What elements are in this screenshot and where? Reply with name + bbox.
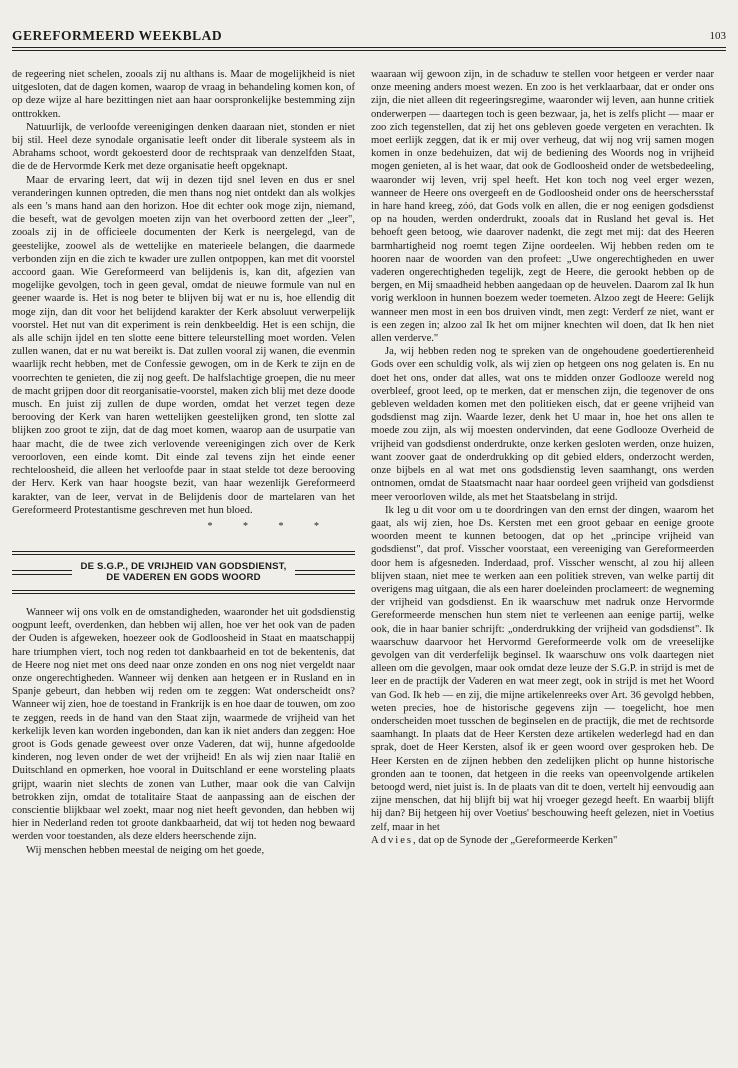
paragraph-last-line [371,834,714,847]
paragraph: Wij menschen hebben meestal de neiging om het goede, [26,844,265,856]
heading-ornament-right [295,570,355,575]
section-title [80,561,286,584]
section-title-line2: DE VADEREN EN GODS WOORD [106,572,261,584]
paragraph: Natuurlijk, de verloofde vereenigingen denken daaraan niet, stonden er niet bij stil. Heel deze synodale organisatie leeft onder dit liberale systeem als in Abrahams schoot, wordt gekoesterd door de rechtspraak van denzelfden Staat, die de de Hervormde Kerk met deze organisatie heeft opgeknapt. [12,121,355,173]
paragraph: de regeering niet schelen, zooals zij nu althans is. Maar de mogelijkheid is niet uitgesloten, dat de dagen komen, waarop de vraag in behandeling komen kon, of op deze wijze al hare bezittingen niet aan haar oorspronkelijke bestemming zijn onttrokken. [12,69,355,120]
page-header [12,28,726,46]
heading-ornament-left [12,570,72,575]
paragraph: Maar de ervaring leert, dat wij in dezen tijd snel leven en dus er snel veranderingen kunnen optreden, die men thans nog niet ontdekt dan als wolkjes als een 's mans hand aan den horizon. Hoe dit echter ook moge zijn, niemand, die beseft, wat de gevolgen moeten zijn van het overboord zetten der „leer", zooals zij in de officieele documenten der Kerk is neergelegd, van de geestelijke, zoowel als de wettelijke en materieele belangen, die daarmede verbonden zijn en die zich te kwader ure zullen ontpoppen, kan met dit voorstel accoord gaan. Wie Gereformeerd van belijdenis is, kan dit, afgezien van mogelijke gevolgen, toch in geen geval, omdat de nieuwe formule van nul en geener waarde is. Het is nog beter te blijven bij wat er nu is, hoe ellendig dit moge zijn, dan dit voor het belijdend karakter der Kerk absoluut verwerpelijk voorstel. Het nut van dit experiment is rein denkbeeldig. Het is een schijn, die als alle schijn ijdel en ten slotte eene bittere teleurstelling moet worden. Velen zullen wanen, dat er nu wat bereikt is. Dat zullen vooral zij wanen, die evenmin waarlijk recht hebben, met de Confessie gewogen, om in de Kerk te zijn en de voorrechten te genieten, die zij nog geeft. De halfslachtige groepen, die nu meer de macht grijpen door dit reorganisatie-voorstel, maken zich blij met deze doode musch. En juist zij zullen de dupe worden, omdat het verzet tegen deze berooving der Kerk van haren wettelijken geestelijken grond, ten slotte zal blijken zoo groot te zijn, dat de dag moet komen, waarop aan de usurpatie van haar macht, die de twee zich verlovende vereenigingen zich over de Kerk veroorloven, een einde komt. Dit einde zal tevens zijn het einde eener rechteloosheid, die alleen het verloofde paar in staat stelde tot deze berooving der Herv. Kerk van haar hoogste bezit, van haar wezenlijk Gereformeerd karakter, van de leer, vervat in de Belijdenis door de martelaren van het Gereformeerd Protestantisme geschreven met hun bloed. [12,174,355,516]
section-heading-box [12,551,355,594]
paragraph: Ja, wij hebben reden nog te spreken van de ongehoudene goedertierenheid Gods over een schuldig volk, als wij zien op hetgeen ons nog gelaten is. En nu doet het ons, onder dat alles, wat ons te midden onzer Godlooze wereld nog overbleef, groot leed, op te merken, dat er menschen zijn, die tegenover de ons gebleven weldaden komen met den politieken eisch, dat er geene vrijheid van godsdienst mag zijn. Waarde lezer, denk het U maar in, hoe het ons allen te moede zou zijn, als wij moesten ondervinden, dat eene Godlooze Overheid de vrijheid van godsdienst onderdrukte, onze kerken gesloten werden, onze huizen, want zoover gaat de onderdrukking op dit gebied elders, onderzocht werden, onze bijbels en al wat met ons godsdienstig leven saamhangt, ons werden ontnomen, omdat de Staatsmacht naar haar oordeel geen vrijheid van godsdienst meer veroorloven wilde, als met het Staatsbelang in strijd. [371,346,714,503]
last-line-text: , dat op de Synode der „Gereformeerde Kerken" [413,834,618,846]
spaced-word: Advies [371,834,414,846]
section-divider-stars: * * * * [207,520,333,532]
page-number: 103 [709,30,726,42]
left-column [12,68,355,857]
paragraph: Ik leg u dit voor om u te doordringen van den ernst der dingen, waarom het gaat, als wij zien, hoe Ds. Kersten met een groot gebaar en eenige groote woorden meent te kunnen betoogen, dat op het „principe vrijheid van godsdienst", dat prof. Visscher voorstaat, een vereeniging van Gereformeerden door hem is afgesneden. Inderdaad, prof. Visscher wenscht, al zou hij alleen blijven staan, niet mee te werken aan een politiek streven, van welke partij dit overigens mag uitgaan, die als een harer doeleinden proclameert: de wegneming der vrijheid van godsdienst. En ik waarschuw met nadruk onze Hervormde Gereformeerde menschen hun stem niet te verleenen aan eenige partij, welke ook, die in haar banier schrijft: „onderdrukking der vrijheid van godsdienst". Ik waarschuw daarvoor het Hervormd Gereformeerde volk om de vreeselijke gevolgen van dit verderfelijk beginsel. Ik waarschuw ons volk daartegen niet alleen om die gevolgen, maar ook omdat deze leuze der S.G.P. in strijd is met de leer en de practijk der Vaderen en wat meer zegt, ook in strijd is met het Woord van God. Ik heb — en zij, die mijne artikelenreeks over Art. 36 gevolgd hebben, weten precies, hoe de historische gegevens zijn — toegelicht, hoe men onderscheiden moet tusschen de beginselen en de practijk, die met de rechtsorde saamhangt. In plaats dat de Heer Kersten deze artikelen wederlegd had en dan sprak, doet de Heer Kersten, alsof ik er geen woord over gesproken heb. De Heer Kersten en de zijnen hebben den zedelijken plicht op hunne historische gronden aan te toonen, dat hetgeen in die reeks van opeenvolgende artikelen betoogd werd, niet juist is. In de plaats van dit te doen, vertelt hij eenvoudig aan zijne menschen, dat hij blijft bij wat hij vroeger gezegd heeft. En waarbij blijft hij dan? Bij hetgeen hij over Voetius' beschouwing heeft gelezen, niet in Voetius zelf, maar in het [371,504,714,833]
right-column [371,68,714,847]
section-rule-bottom [12,590,355,594]
paragraph: Wanneer wij ons volk en de omstandigheden, waaronder het uit godsdienstig oogpunt leeft, overdenken, dan hebben wij allen, hoe ver het ook van de paden der Ouden is afgeweken, hoezeer ook de Godloosheid in Staat en maatschappij hare triumphen viert, toch nog reden tot dankbaarheid en tot de bekentenis, dat de Heere nog niet met ons deed naar onze zonden en ons nog niet vergeldt naar onze ongerechtigheden. Wanneer wij denken aan hetgeen er in Rusland en in Spanje gebeurt, dan hebben wij reden om te zeggen: Wat onderscheidt ons? Wanneer wij zien, hoe de toestand in Frankrijk is en hoe daar de touwen, om zoo te zeggen, reeds in de hand van den Staat zijn, waarmede de vrijheid van het kerkelijk leven kan worden ingebonden, dan kan ik niet anders dan zeggen: Hoe groot is Gods genade geweest over onze Vaderen, dat wij, hunne afgedoolde kinderen, nog leven onder de wet der vrijheid! En als wij zien naar Italië en Duitschland en opmerken, hoe vooral in Duitschland er eene worsteling plaats grijpt, waarin niet slechts de zonen van Luther, maar ook die van Calvijn betrokken zijn, omdat de totalitaire Staat de aanpassing aan de eischen der conscientie blijkbaar wel zoekt, maar nog niet heeft gevonden, dan hebben wij hier in Nederland reden tot groote dankbaarheid, dat wij tot heden nog bewaard werden voor toestanden, als deze elders heerschende zijn. [12,606,355,843]
header-rule [12,47,726,51]
masthead-title: GEREFORMEERD WEEKBLAD [12,28,223,43]
paragraph: waaraan wij gewoon zijn, in de schaduw te stellen voor hetgeen er verder naar onze meening anders moest wezen. En zoo is het verklaarbaar, dat er onder ons zijn, die niet alleen dit regeeringsregime, waaronder wij leven, aan hunne critiek onderwerpen — daartegen toch is geen bezwaar, ja, het is zelfs plicht — maar er zoo zich tegenstellen, dat zij het ons gebleven goede vergeten en verachten. Ik moet eerlijk zeggen, dat ik er mij over verheug, dat wij nog vrij samen mogen komen in onze bedehuizen, dat wij de bediening des Woords nog in vrijheid mogen genieten, al is het waar, dat ook de Godloosheid onder de wetsbedeeling, waaronder wij leven, vrij spel heeft. Het kon toch nog veel erger wezen, wanneer de Heere ons overgeeft en de Godloosheid onder ons de heerschersstaf in hare hand kreeg, zóó, dat Gods volk en allen, die er nog eenigen godsdienst op na houden, werden onderdrukt, zooals dat in Rusland het geval is. Het behoeft geen betoog, wie daarover nadenkt, die zegt met mij: dat des Heeren barmhartigheid nog roemt tegen Zijne oordeelen. Wij hebben reden om te hooren naar de woorden van den profeet: „Uwe ongerechtigheden en uwer vaderen ongerechtigheden tegelijk, zegt de Heere, die gerookt hebben op de bergen, en Mij smaadheid hebben aangedaan op de heuvelen. Daarom zal Ik hun vorig werkloon in hunnen boezem weder toemeten. Alzoo zegt de Heere: Gelijk wanneer men most in een bos druiven vindt, men zegt: Verderf ze niet, want er is een zegen in; alzoo zal Ik het om mijner knechten wil doen, dat Ik hen niet allen verderve." [371,69,714,345]
section-heading [12,555,355,590]
section-title-line1: DE S.G.P., DE VRIJHEID VAN GODSDIENST, [80,560,287,572]
